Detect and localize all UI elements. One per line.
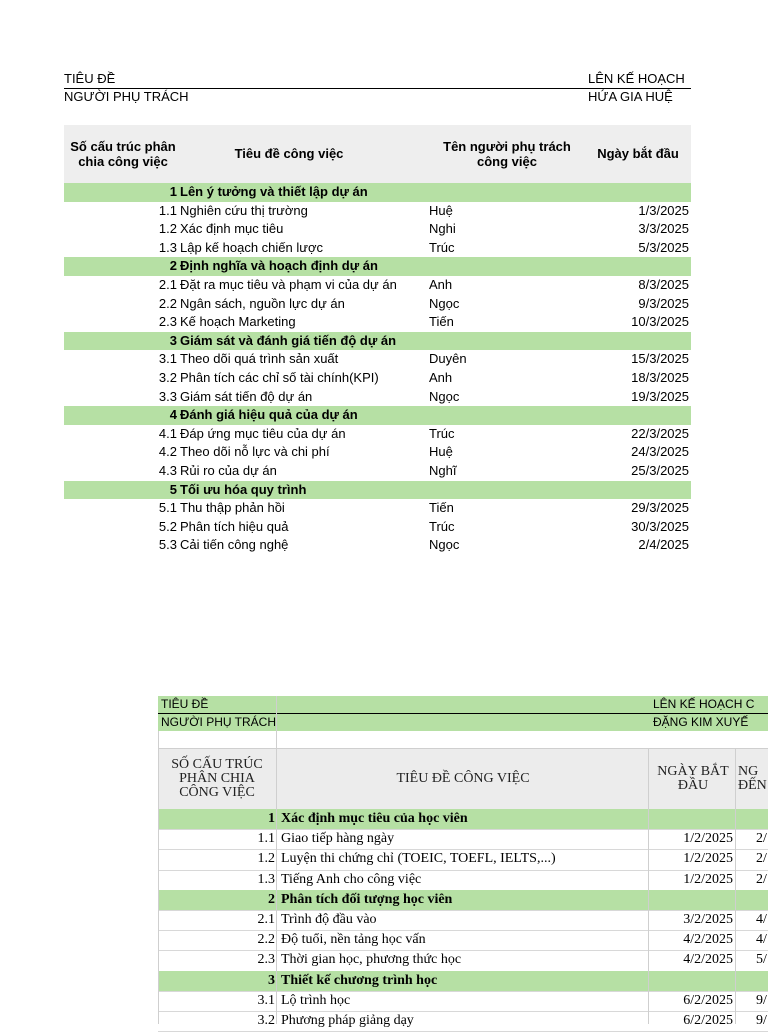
column-header-wbs: Số cấu trúc phân chia công việc	[70, 139, 176, 169]
table-row	[64, 350, 691, 369]
owner-name: Trúc	[429, 425, 455, 441]
table-row	[158, 910, 768, 931]
section-row	[64, 406, 691, 425]
wbs-number: 1.1	[158, 202, 177, 218]
start-date: 3/2/2025	[683, 912, 733, 927]
wbs-number: 2.3	[257, 952, 275, 968]
table-row	[158, 870, 768, 891]
gridline	[648, 748, 649, 1024]
task-title: Đặt ra mục tiêu và phạm vi của dự án	[180, 277, 397, 292]
wbs-number: 2	[268, 891, 275, 907]
task-title: Lập kế hoạch chiến lược	[180, 239, 323, 255]
end-date: 5/	[756, 952, 767, 968]
task-title: Lên ý tưởng và thiết lập dự án	[180, 184, 368, 199]
task-title: Trình độ đầu vào	[281, 912, 377, 927]
task-title: Giao tiếp hàng ngày	[281, 831, 395, 847]
owner-name: Ngọc	[429, 537, 460, 553]
table-row	[64, 462, 691, 481]
start-date: 1/2/2025	[683, 831, 733, 847]
task-title: Phương pháp giảng dạy	[281, 1013, 414, 1028]
start-date: 19/3/2025	[631, 388, 689, 404]
wbs-number: 5.1	[158, 500, 177, 516]
start-date: 10/3/2025	[631, 314, 689, 330]
section-row	[64, 481, 691, 500]
table-row	[64, 536, 691, 555]
task-title: Xác định mục tiêu	[180, 221, 284, 237]
task-title: Lộ trình học	[281, 992, 351, 1008]
task-title: Rủi ro của dự án	[180, 463, 277, 478]
start-date: 3/3/2025	[638, 221, 689, 237]
gridline	[158, 731, 159, 1024]
spacer-row	[158, 731, 768, 749]
owner-label: NGƯỜI PHỤ TRÁCH	[161, 715, 276, 729]
wbs-number: 5.2	[158, 518, 177, 534]
start-date: 6/2/2025	[683, 992, 733, 1008]
wbs-number: 4.2	[158, 444, 177, 460]
section-row	[158, 971, 768, 992]
task-title: Giám sát tiến độ dự án	[180, 388, 313, 404]
title-value: LÊN KẾ HOẠCH	[588, 71, 685, 86]
start-date: 1/3/2025	[638, 202, 689, 218]
task-title: Giám sát và đánh giá tiến độ dự án	[180, 332, 397, 348]
owner-name: Tiến	[429, 314, 454, 330]
table-header	[158, 748, 768, 809]
task-title: Tiếng Anh cho công việc	[281, 871, 422, 887]
wbs-number: 4	[169, 407, 177, 423]
wbs-number: 1.3	[158, 239, 177, 255]
task-title: Nghiên cứu thị trường	[180, 202, 308, 218]
table-row	[64, 425, 691, 444]
column-header-owner: Tên người phụ trách công việc	[443, 139, 571, 169]
owner-name: Huệ	[429, 202, 453, 218]
wbs-number: 2.2	[158, 295, 177, 311]
owner-name: Trúc	[429, 518, 455, 534]
task-title: Cải tiến công nghệ	[180, 537, 289, 553]
wbs-number: 3.2	[257, 1013, 275, 1028]
task-title: Ngân sách, nguồn lực dự án	[180, 295, 345, 311]
column-header-end: NG ĐẾN	[738, 764, 767, 793]
start-date: 15/3/2025	[631, 351, 689, 367]
start-date: 4/2/2025	[683, 952, 733, 968]
section-row	[64, 332, 691, 351]
wbs-number: 1	[268, 811, 275, 826]
task-title: Xác định mục tiêu của học viên	[281, 811, 468, 826]
wbs-number: 3.3	[158, 388, 177, 404]
task-title: Luyện thi chứng chỉ (TOEIC, TOEFL, IELTS,...)	[281, 851, 556, 867]
task-title: Kế hoạch Marketing	[180, 314, 296, 330]
start-date: 18/3/2025	[631, 370, 689, 385]
header-bar-title	[158, 696, 768, 714]
start-date: 30/3/2025	[631, 518, 689, 534]
wbs-number: 2.1	[158, 277, 177, 292]
owner-name: Anh	[429, 370, 453, 385]
start-date: 9/3/2025	[638, 295, 689, 311]
owner-name: Duyên	[429, 351, 467, 367]
wbs-number: 3.1	[158, 351, 177, 367]
owner-name: Ngọc	[429, 388, 460, 404]
start-date: 8/3/2025	[638, 277, 689, 292]
table-row	[64, 220, 691, 239]
start-date: 22/3/2025	[631, 425, 689, 441]
table-row	[64, 388, 691, 407]
wbs-number: 3.2	[158, 370, 177, 385]
table-row	[64, 443, 691, 462]
section-row	[158, 890, 768, 911]
start-date: 2/4/2025	[638, 537, 689, 553]
title-label: TIÊU ĐỀ	[64, 71, 116, 86]
gridline	[735, 748, 736, 1024]
wbs-number: 2.3	[158, 314, 177, 330]
start-date: 25/3/2025	[631, 463, 689, 478]
task-title: Độ tuổi, nền tảng học vấn	[281, 932, 426, 948]
wbs-number: 4.3	[158, 463, 177, 478]
end-date: 9/	[756, 992, 767, 1008]
wbs-number: 3.1	[257, 992, 275, 1008]
header-bar-owner	[158, 714, 768, 731]
start-date: 1/2/2025	[683, 871, 733, 887]
end-date: 4/	[756, 912, 767, 927]
owner-name: Nghĩ	[429, 463, 457, 478]
table-row	[158, 930, 768, 951]
task-title: Đánh giá hiệu quả của dự án	[180, 407, 358, 423]
wbs-number: 4.1	[158, 425, 177, 441]
end-date: 2/	[756, 851, 767, 867]
table-row	[64, 202, 691, 221]
task-title: Thiết kế chương trình học	[281, 972, 438, 988]
wbs-number: 5.3	[158, 537, 177, 553]
table-row	[158, 1011, 768, 1032]
wbs-number: 1.2	[158, 221, 177, 237]
owner-value: ĐẶNG KIM XUYẾ	[653, 715, 749, 729]
table-row	[158, 829, 768, 850]
wbs-number: 2	[169, 258, 177, 274]
owner-name: Huệ	[429, 444, 453, 460]
section-row	[64, 257, 691, 276]
owner-label: NGƯỜI PHỤ TRÁCH	[64, 89, 189, 104]
column-header-task: Tiêu đề công việc	[234, 146, 344, 161]
table-row	[64, 499, 691, 518]
wbs-number: 1.3	[257, 871, 275, 887]
table-row	[64, 518, 691, 537]
task-title: Đáp ứng mục tiêu của dự án	[180, 425, 346, 441]
gridline	[276, 696, 277, 1024]
wbs-number: 2.1	[257, 912, 275, 927]
owner-name: Nghi	[429, 221, 456, 237]
wbs-number: 2.2	[257, 932, 275, 948]
table-header	[64, 125, 691, 183]
column-header-start: Ngày bắt đầu	[597, 146, 679, 161]
table-row	[158, 849, 768, 870]
table-row	[158, 991, 768, 1012]
table-row	[64, 239, 691, 258]
table-row	[64, 295, 691, 314]
start-date: 5/3/2025	[638, 239, 689, 255]
task-title: Phân tích các chỉ số tài chính(KPI)	[180, 370, 379, 385]
task-title: Thời gian học, phương thức học	[281, 952, 462, 968]
wbs-number: 1.2	[257, 851, 275, 867]
owner-name: Trúc	[429, 239, 455, 255]
wbs-number: 3	[169, 332, 177, 348]
column-header-start: NGÀY BẮT ĐẦU	[657, 764, 729, 793]
task-title: Theo dõi nỗ lực và chi phí	[180, 444, 330, 460]
task-title: Phân tích hiệu quả	[180, 518, 289, 534]
owner-value: HỨA GIA HUỆ	[588, 89, 673, 104]
column-header-wbs: SỐ CẤU TRÚC PHÂN CHIA CÔNG VIỆC	[171, 757, 263, 800]
column-header-task: TIÊU ĐỀ CÔNG VIỆC	[396, 771, 530, 786]
table-row	[158, 950, 768, 971]
owner-name: Tiến	[429, 500, 454, 516]
section-row	[158, 809, 768, 830]
end-date: 2/	[756, 831, 767, 847]
owner-name: Anh	[429, 277, 453, 292]
start-date: 29/3/2025	[631, 500, 689, 516]
start-date: 6/2/2025	[683, 1013, 733, 1028]
end-date: 4/	[756, 932, 767, 948]
table-row	[64, 369, 691, 388]
task-title: Định nghĩa và hoạch định dự án	[180, 258, 378, 274]
wbs-number: 1	[169, 184, 177, 199]
table-row	[64, 313, 691, 332]
wbs-number: 3	[268, 972, 275, 988]
end-date: 2/	[756, 871, 767, 887]
section-row	[64, 183, 691, 202]
task-title: Thu thập phản hồi	[180, 500, 285, 516]
table-row	[64, 276, 691, 295]
title-value: LÊN KẾ HOẠCH C	[653, 697, 755, 711]
owner-name: Ngọc	[429, 295, 460, 311]
start-date: 24/3/2025	[631, 444, 689, 460]
end-date: 9/	[756, 1013, 767, 1028]
task-title: Theo dõi quá trình sản xuất	[180, 351, 339, 367]
start-date: 4/2/2025	[683, 932, 733, 948]
task-title: Phân tích đối tượng học viên	[281, 891, 453, 907]
title-label: TIÊU ĐỀ	[161, 697, 209, 711]
wbs-number: 1.1	[257, 831, 275, 847]
start-date: 1/2/2025	[683, 851, 733, 867]
wbs-number: 5	[169, 481, 177, 497]
task-title: Tối ưu hóa quy trình	[180, 481, 307, 497]
